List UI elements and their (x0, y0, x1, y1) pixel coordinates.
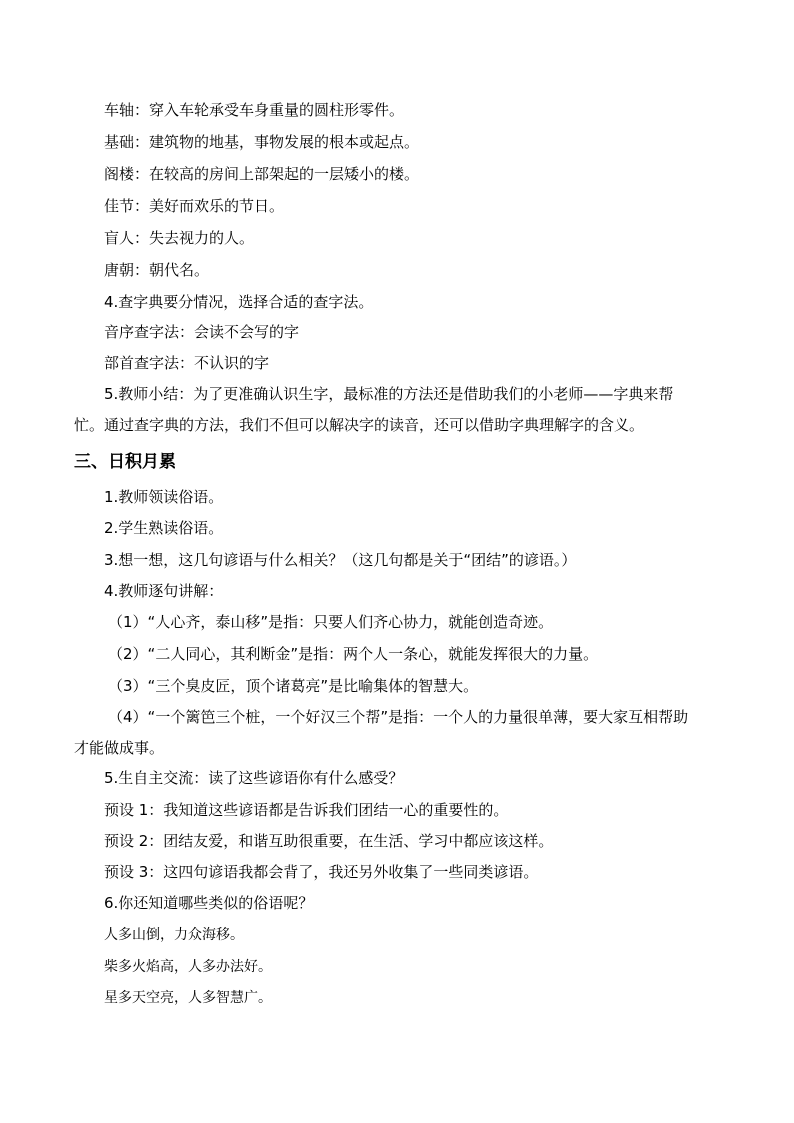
step-3: 3.想一想，这几句谚语与什么相关？（这几句都是关于“团结”的谚语。） (104, 551, 577, 569)
definition-blind: 盲人：失去视力的人。 (104, 229, 255, 247)
lookup-method-phonetic: 音序查字法：会读不会写的字 (104, 323, 300, 341)
section-heading: 三、日积月累 (74, 452, 176, 472)
step-2: 2.学生熟读俗语。 (104, 519, 224, 537)
lookup-method-radical: 部首查字法：不认识的字 (104, 354, 270, 372)
point-4: 4.查字典要分情况，选择合适的查字法。 (104, 293, 374, 311)
proverb-3: 星多天空亮，人多智慧广。 (104, 990, 272, 1006)
step-4: 4.教师逐句讲解： (104, 582, 224, 600)
explanation-1: （1）“人心齐，泰山移”是指：只要人们齐心协力，就能创造奇迹。 (108, 613, 554, 631)
explanation-4: （4）“一个篱笆三个桩，一个好汉三个帮”是指：一个人的力量很单薄，要大家互相帮助 (108, 708, 689, 726)
step-6: 6.你还知道哪些类似的俗语呢？ (104, 894, 314, 912)
point-5-line-2: 忙。通过查字典的方法，我们不但可以解决字的读音，还可以借助字典理解字的含义。 (74, 416, 645, 434)
step-5: 5.生自主交流：读了这些谚语你有什么感受？ (104, 769, 404, 787)
preset-3: 预设 3：这四句谚语我都会背了，我还另外收集了一些同类谚语。 (104, 863, 539, 881)
proverb-2: 柴多火焰高，人多办法好。 (104, 959, 272, 975)
definition-tang: 唐朝：朝代名。 (104, 261, 210, 279)
explanation-4-continued: 才能做成事。 (74, 739, 165, 757)
proverb-1: 人多山倒，力众海移。 (104, 927, 244, 943)
definition-foundation: 基础：建筑物的地基，事物发展的根本或起点。 (104, 133, 420, 151)
preset-2: 预设 2：团结友爱，和谐互助很重要，在生活、学习中都应该这样。 (104, 832, 554, 850)
step-1: 1.教师领读俗语。 (104, 488, 224, 506)
definition-attic: 阁楼：在较高的房间上部架起的一层矮小的楼。 (104, 165, 420, 183)
explanation-3: （3）“三个臭皮匠，顶个诸葛亮”是比喻集体的智慧大。 (108, 677, 479, 695)
definition-axle: 车轴：穿入车轮承受车身重量的圆柱形零件。 (104, 101, 405, 119)
definition-festival: 佳节：美好而欢乐的节日。 (104, 197, 285, 215)
preset-1: 预设 1：我知道这些谚语都是告诉我们团结一心的重要性的。 (104, 801, 509, 819)
explanation-2: （2）“二人同心，其利断金”是指：两个人一条心，就能发挥很大的力量。 (108, 645, 599, 663)
point-5-line-1: 5.教师小结：为了更准确认识生字，最标准的方法还是借助我们的小老师——字典来帮 (104, 385, 674, 403)
